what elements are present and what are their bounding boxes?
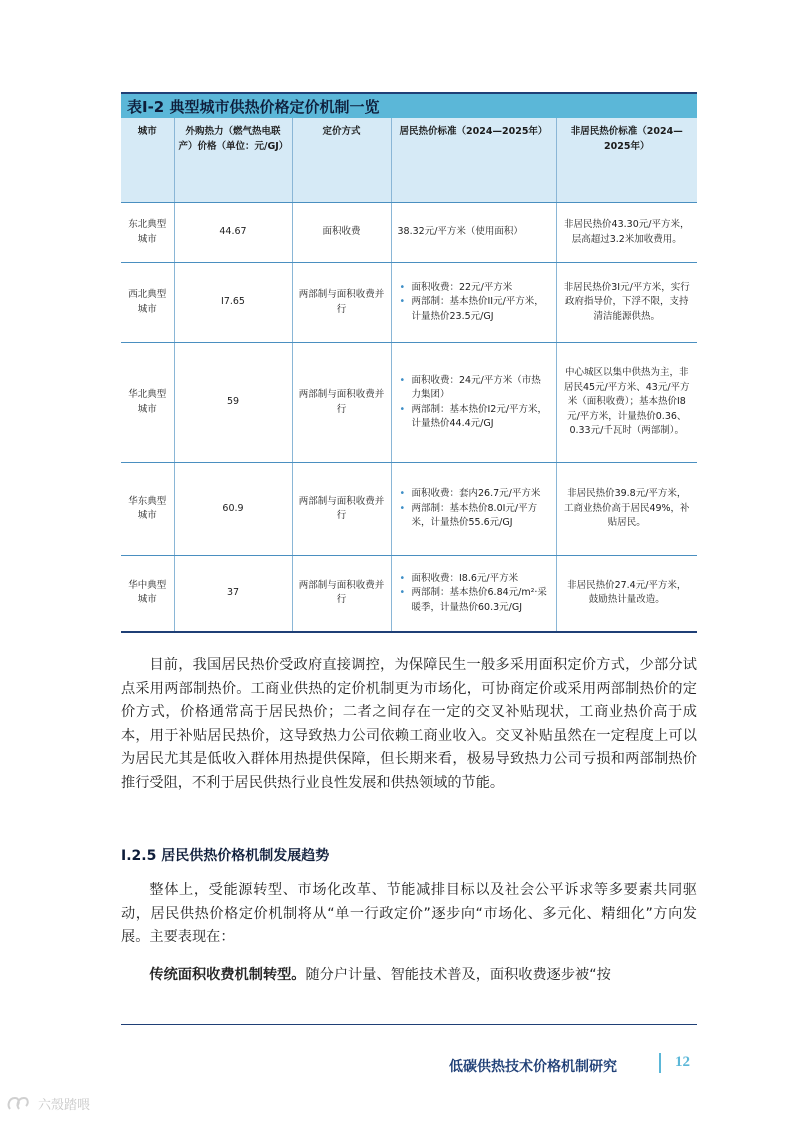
header-city: 城市 <box>121 118 174 203</box>
body-paragraph: 目前，我国居民热价受政府直接调控，为保障民生一般多采用面积定价方式，少部分试点采用两部制热价。工商业供热的定价机制更为市场化，可协商定价或采用两部制热价的定价方式，价格通常高于居民热价；二者之间存在一定的交叉补贴现状，工商业热价高于成本，用于补贴居民热价，这导致热力公司依赖工商业收入。交叉补贴虽然在一定程度上可以为居民尤其是低收入群体用热提供保障，但长期来看，极易导致热力公司亏损和两部制热价推行受阻，不利于居民供热行业良性发展和供热领域的节能。 <box>121 657 697 791</box>
cell-residential <box>391 263 556 343</box>
cell-residential <box>391 463 556 556</box>
watermark-text: 六殼踏喂 <box>38 1098 91 1113</box>
cell-nonresidential: 中心城区以集中供热为主，非居民45元/平方米、43元/平方米（面积收费）；基本热价I8元/平方米，计量热价0.36、0.33元/千瓦时（两部制）。 <box>556 343 697 463</box>
cell-price: 60.9 <box>174 463 292 556</box>
residential-bullet: • 面积收费：24元/平方米（市热力集团） <box>398 374 550 403</box>
table-row <box>121 463 697 556</box>
cell-residential <box>391 343 556 463</box>
cell-city: 华北典型城市 <box>121 343 174 463</box>
cell-residential <box>391 203 556 263</box>
cell-nonresidential: 非居民热价3I元/平方米，实行政府指导价，下浮不限，支持清洁能源供热。 <box>556 263 697 343</box>
table-row <box>121 263 697 343</box>
header-nonresidential: 非居民热价标准（2024—2025年） <box>556 118 697 203</box>
cell-price: 44.67 <box>174 203 292 263</box>
residential-bullet: • 两部制：基本热价6.84元/m²·采暖季，计量热价60.3元/GJ <box>398 586 550 615</box>
cell-price: I7.65 <box>174 263 292 343</box>
watermark-logo-icon <box>6 1095 34 1113</box>
heating-price-table <box>121 118 697 633</box>
cell-city: 西北典型城市 <box>121 263 174 343</box>
residential-bullet: • 面积收费：套内26.7元/平方米 <box>398 487 550 502</box>
footer-rule <box>121 1024 697 1025</box>
cell-method: 两部制与面积收费并行 <box>292 556 391 632</box>
paragraph-text: 随分户计量、智能技术普及，面积收费逐步被“按 <box>305 967 611 983</box>
header-price: 外购热力（燃气热电联产）价格（单位：元/GJ） <box>174 118 292 203</box>
cell-city: 东北典型城市 <box>121 203 174 263</box>
cell-method: 面积收费 <box>292 203 391 263</box>
cell-nonresidential: 非居民热价39.8元/平方米，工商业热价高于居民49%，补贴居民。 <box>556 463 697 556</box>
residential-bullet: • 两部制：基本热价II元/平方米，计量热价23.5元/GJ <box>398 295 550 324</box>
cell-method: 两部制与面积收费并行 <box>292 343 391 463</box>
cell-nonresidential: 非居民热价27.4元/平方米，鼓励热计量改造。 <box>556 556 697 632</box>
residential-bullet: • 面积收费：22元/平方米 <box>398 281 550 296</box>
cell-price: 59 <box>174 343 292 463</box>
footer-separator <box>659 1053 661 1073</box>
cell-method: 两部制与面积收费并行 <box>292 263 391 343</box>
body-paragraph: 整体上，受能源转型、市场化改革、节能减排目标以及社会公平诉求等多要素共同驱动，居民供热价格定价机制将从“单一行政定价”逐步向“市场化、多元化、精细化”方向发展。主要表现在： <box>121 882 697 946</box>
table-row <box>121 343 697 463</box>
cell-city: 华中典型城市 <box>121 556 174 632</box>
table-header-row <box>121 118 697 203</box>
section-heading: I.2.5 居民供热价格机制发展趋势 <box>121 848 330 864</box>
residential-bullet: • 面积收费：I8.6元/平方米 <box>398 572 550 587</box>
cell-city: 华东典型城市 <box>121 463 174 556</box>
table-row <box>121 203 697 263</box>
residential-line: 38.32元/平方米（使用面积） <box>397 226 523 238</box>
cell-method: 两部制与面积收费并行 <box>292 463 391 556</box>
cell-price: 37 <box>174 556 292 632</box>
cell-nonresidential: 非居民热价43.30元/平方米，层高超过3.2米加收费用。 <box>556 203 697 263</box>
footer-title: 低碳供热技术价格机制研究 <box>449 1059 617 1075</box>
table-caption: 表I-2 典型城市供热价格定价机制一览 <box>121 92 697 118</box>
residential-bullet: • 两部制：基本热价I2元/平方米，计量热价44.4元/GJ <box>398 403 550 432</box>
body-paragraph <box>121 964 697 988</box>
cell-residential <box>391 556 556 632</box>
table-row <box>121 556 697 632</box>
header-residential: 居民热价标准（2024—2025年） <box>391 118 556 203</box>
header-method: 定价方式 <box>292 118 391 203</box>
page-number: 12 <box>675 1054 690 1070</box>
residential-bullet: • 两部制：基本热价8.0I元/平方米，计量热价55.6元/GJ <box>398 502 550 531</box>
watermark <box>6 1094 90 1113</box>
bold-lead: 传统面积收费机制转型。 <box>149 967 306 983</box>
